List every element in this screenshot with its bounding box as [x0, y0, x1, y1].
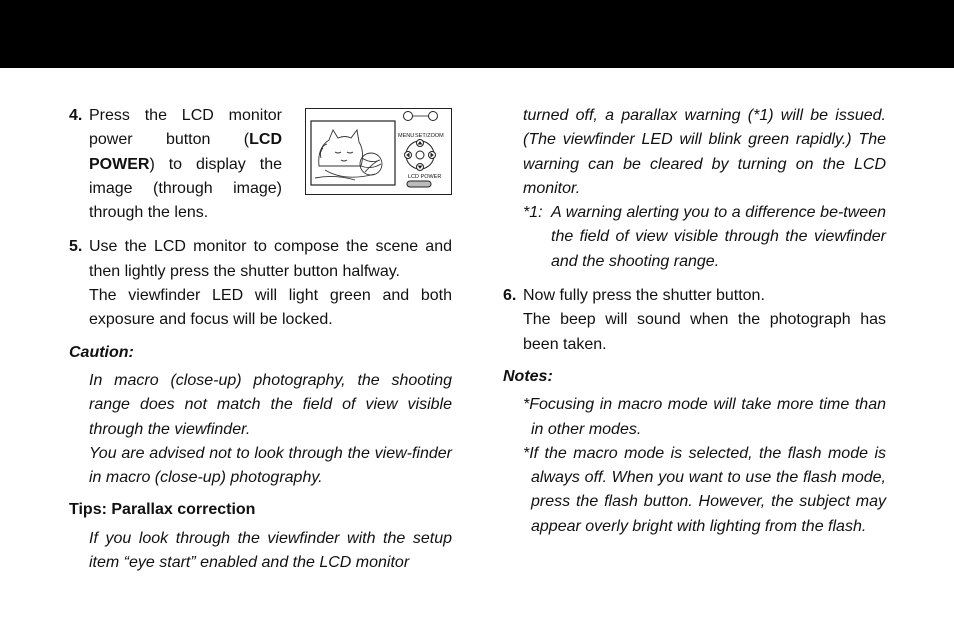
step-number: 6.: [503, 287, 517, 305]
step-text: Press the LCD monitor power button (: [89, 107, 282, 149]
left-column: [69, 104, 452, 575]
step-5: [69, 235, 452, 332]
step-text: The viewfinder LED will light green and both exposure and focus will be locked.: [89, 287, 452, 329]
step-text: ) to display the image (through image) through the lens.: [89, 155, 282, 222]
svg-text:SET/ZOOM: SET/ZOOM: [415, 133, 444, 139]
step-text: The beep will sound when the photograph has been taken.: [523, 311, 886, 353]
right-column: [503, 104, 886, 539]
header-bar: [0, 0, 954, 68]
svg-text:LCD POWER: LCD POWER: [408, 174, 442, 180]
svg-text:MENU: MENU: [398, 133, 415, 139]
note-item: *Focusing in macro mode will take more time than in other modes.: [523, 396, 886, 438]
caution-heading: Caution:: [69, 343, 134, 361]
tips-heading: Tips: Parallax correction: [69, 501, 256, 519]
footnote: [523, 201, 886, 274]
step-number: 5.: [69, 238, 83, 256]
step-text: Use the LCD monitor to compose the scene and then lightly press the shutter button halfway.: [89, 238, 452, 280]
step-text-bold: LCD POWER: [89, 131, 282, 173]
notes-heading: Notes:: [503, 367, 553, 385]
caution-text: You are advised not to look through the view-finder in macro (close-up) photography.: [89, 444, 452, 487]
step-6: [503, 284, 886, 357]
step-number: 4.: [69, 107, 83, 124]
step-text: Now fully press the shutter button.: [523, 287, 765, 305]
footnote-mark: *1:: [523, 204, 543, 222]
tips-text: If you look through the viewfinder with the setup item “eye start” enabled and the LCD monitor: [89, 529, 452, 572]
tips-continued-text: turned off, a parallax warning (*1) will be issued. (The viewfinder LED will blink green rapidly.) The warning can be cleared by turning on the LCD monitor.: [523, 107, 886, 197]
caution-text: In macro (close-up) photography, the shooting range does not match the field of view visible through the viewfinder.: [89, 371, 452, 438]
note-item: *If the macro mode is selected, the flash mode is always off. When you want to use the flash mode, press the flash button. However, the subject may appear overly bright with lighting from the flash.: [523, 444, 886, 535]
step-4: [69, 104, 452, 225]
footnote-text: A warning alerting you to a difference be-tween the field of view visible through the viewfinder and the shooting range.: [551, 204, 886, 270]
